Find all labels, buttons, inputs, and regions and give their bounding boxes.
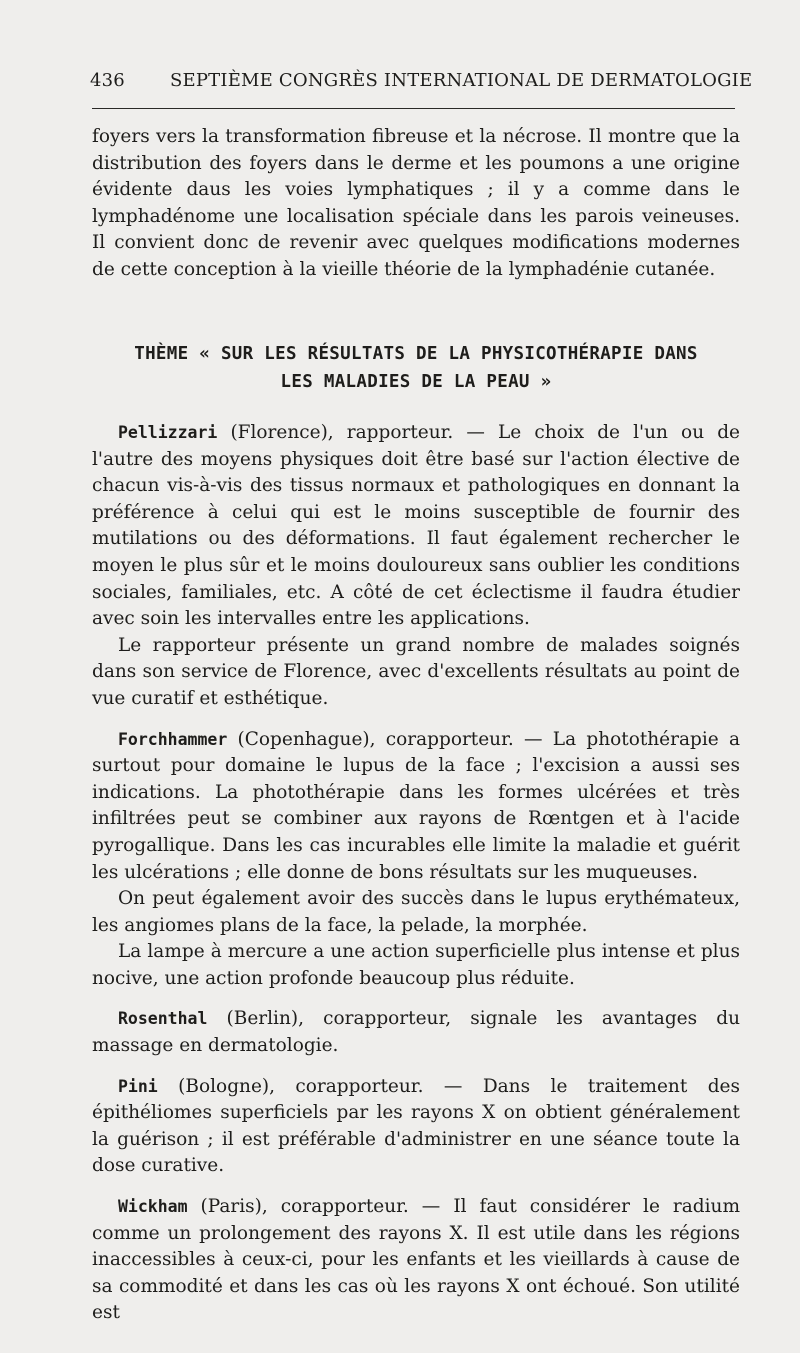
theme-heading-line-2: LES MALADIES DE LA PEAU » xyxy=(280,372,552,392)
reports-section xyxy=(92,420,740,1327)
speaker-name: Forchhammer xyxy=(118,729,228,749)
report-pellizzari-continuation: Le rapporteur présente un grand nombre de malades soignés dans son service de Florence, avec d'excellents résultats au point de vue curatif et esthétique. xyxy=(92,634,740,709)
report-text: (Paris), corapporteur. — Il faut considérer le radium comme un prolongement des rayons X. Il est utile dans les régions inaccessibles à ceux-ci, pour les enfants et les vieillards à cause de sa commodité et dans les cas où les rayons X ont échoué. Son utilité est xyxy=(92,1196,740,1324)
report-forchhammer-continuation-2: La lampe à mercure a une action superficielle plus intense et plus nocive, une action profonde beaucoup plus réduite. xyxy=(92,941,740,989)
report-forchhammer xyxy=(92,727,740,887)
intro-section xyxy=(92,124,740,284)
speaker-name: Rosenthal xyxy=(118,1009,208,1029)
page-number: 436 xyxy=(90,70,125,91)
speaker-name: Pellizzari xyxy=(118,423,218,442)
report-text: (Florence), rapporteur. — Le choix de l'un ou de l'autre des moyens physiques doit être basé sur l'action élective de chacun vis-à-vis des tissus normaux et pathologiques en donnant la préférence à celui qui est le moins susceptible de fournir des mutilations ou des déformations. Il faut également rechercher le moyen le plus sûr et le moins douloureux sans oublier les conditions sociales, familiales, etc. A côté de cet éclectisme il faudra étudier avec soin les intervalles entre les applications. xyxy=(92,422,740,630)
speaker-name: Wickham xyxy=(118,1197,188,1217)
theme-heading xyxy=(92,340,740,396)
report-pini xyxy=(92,1074,740,1180)
running-title: SEPTIÈME CONGRÈS INTERNATIONAL DE DERMATOLOGIE xyxy=(170,70,753,91)
report-rosenthal xyxy=(92,1006,740,1059)
report-text: (Berlin), corapporteur, signale les avantages du massage en dermatologie. xyxy=(92,1008,740,1057)
header-rule xyxy=(92,108,735,109)
report-text: (Bologne), corapporteur. — Dans le traitement des épithéliomes superficiels par les rayons X on obtient généralement la guérison ; il est préférable d'administrer en une séance toute la dose curative. xyxy=(92,1075,740,1177)
theme-heading-line-1: THÈME « SUR LES RÉSULTATS DE LA PHYSICOTHÉRAPIE DANS xyxy=(134,344,698,364)
speaker-name: Pini xyxy=(118,1076,158,1096)
report-forchhammer-continuation: On peut également avoir des succès dans le lupus erythémateux, les angiomes plans de la face, la pelade, la morphée. xyxy=(92,888,740,936)
report-wickham xyxy=(92,1194,740,1327)
report-text: (Copenhague), corapporteur. — La photothérapie a surtout pour domaine le lupus de la face ; l'excision a aussi ses indications. La photothérapie dans les formes ulcérées et très infiltrées peut se combiner aux rayons de Rœntgen et à l'acide pyrogallique. Dans les cas incurables elle limite la maladie et guérit les ulcérations ; elle donne de bons résultats sur les muqueuses. xyxy=(92,728,740,883)
intro-paragraph: foyers vers la transformation fibreuse et la nécrose. Il montre que la distribution des foyers dans le derme et les poumons a une origine évidente daus les voies lymphatiques ; il y a comme dans le lymphadénome une localisation spéciale dans les parois veineuses. Il convient donc de revenir avec quelques modifications modernes de cette conception à la vieille théorie de la lymphadénie cutanée. xyxy=(92,126,740,280)
report-pellizzari xyxy=(92,420,740,633)
